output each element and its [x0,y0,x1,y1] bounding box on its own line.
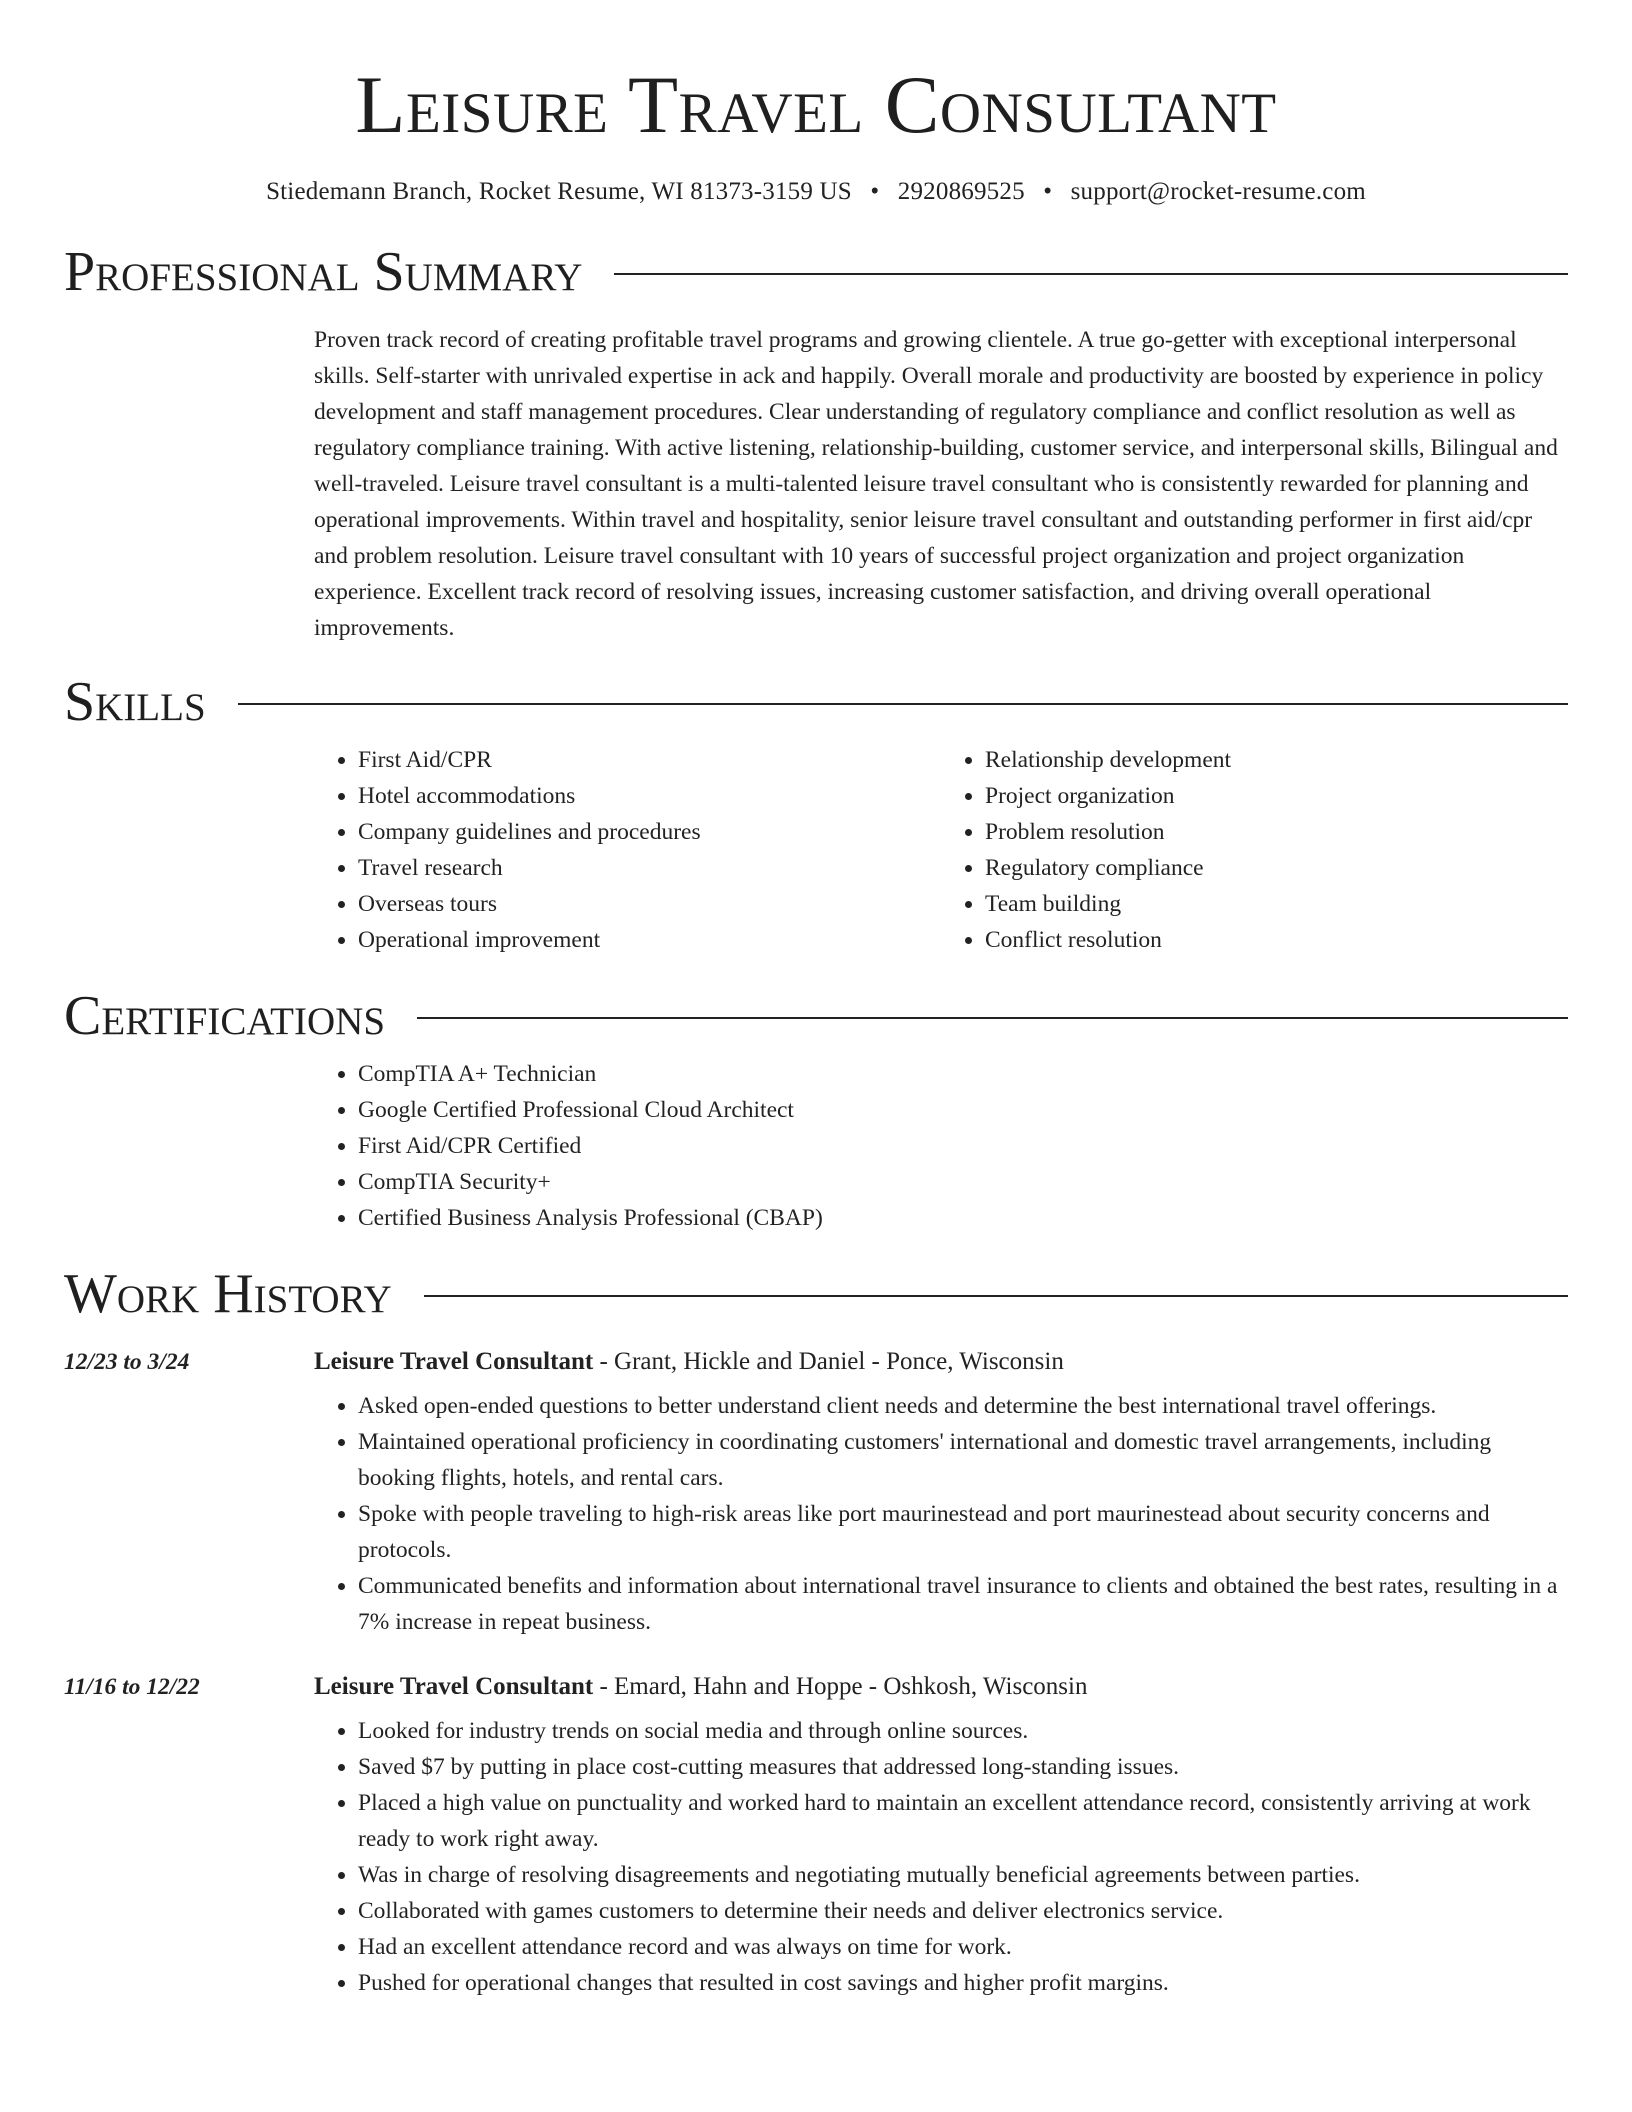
contact-separator: • [870,178,880,205]
job-bullet: • Saved $7 by putting in place cost-cutting measures that addressed long-standing issues. [358,1749,1568,1785]
job-header [64,1673,1568,1701]
job-bullets [314,1713,1568,2001]
job-bullet: • Looked for industry trends on social media and through online sources. [358,1713,1568,1749]
job-dates: 12/23 to 3/24 [64,1349,190,1375]
job-role: Leisure Travel Consultant [314,1673,594,1700]
job-bullet: • Spoke with people traveling to high-risk areas like port maurinestead and port maurinestead about security concerns and protocols. [358,1496,1568,1568]
job-bullet: • Communicated benefits and information about international travel insurance to clients and obtained the best rates, resulting in a 7% increase in repeat business. [358,1568,1568,1640]
certifications-section-title: Certifications [64,985,386,1047]
skills-list [314,742,1568,958]
skills-section-title: Skills [64,671,206,733]
job-dates: 11/16 to 12/22 [64,1674,200,1700]
skill-item: • Problem resolution [985,814,1568,850]
skill-item: • Company guidelines and procedures [358,814,941,850]
job-title-line [314,1348,1064,1376]
certification-item: • CompTIA Security+ [358,1164,1568,1200]
job-role: Leisure Travel Consultant [314,1348,594,1375]
skill-item: • Project organization [985,778,1568,814]
job-bullet: • Placed a high value on punctuality and worked hard to maintain an excellent attendance record, consistently arriving at work ready to work right away. [358,1785,1568,1857]
work-section-title: Work History [64,1263,392,1325]
job-entry [64,1348,1568,1640]
skill-item: • Overseas tours [358,886,941,922]
contact-phone: 2920869525 [897,178,1025,205]
resume-name: Leisure Travel Consultant [355,59,1277,150]
section-divider [417,1017,1568,1019]
skill-item: • Relationship development [985,742,1568,778]
job-bullet: • Collaborated with games customers to determine their needs and deliver electronics service. [358,1893,1568,1929]
skill-item: • First Aid/CPR [358,742,941,778]
resume-page [64,0,1568,2001]
contact-email: support@rocket-resume.com [1070,178,1366,205]
certifications-list [314,1056,1568,1236]
job-title-line [314,1673,1087,1701]
contact-separator: • [1043,178,1053,205]
job-bullets [314,1388,1568,1640]
section-divider [424,1295,1568,1297]
job-company: - Emard, Hahn and Hoppe - Oshkosh, Wisconsin [593,1673,1088,1700]
work-section-header [64,1263,1568,1325]
job-bullet: • Had an excellent attendance record and was always on time for work. [358,1929,1568,1965]
job-bullet: • Was in charge of resolving disagreements and negotiating mutually beneficial agreements between parties. [358,1857,1568,1893]
certification-item: • First Aid/CPR Certified [358,1128,1568,1164]
skills-column-left [314,742,941,958]
skills-column-right [941,742,1568,958]
job-bullet: • Asked open-ended questions to better understand client needs and determine the best international travel offerings. [358,1388,1568,1424]
contact-address: Stiedemann Branch, Rocket Resume, WI 81373-3159 US [266,178,852,205]
certification-item: • Certified Business Analysis Professional (CBAP) [358,1200,1568,1236]
job-bullet: • Pushed for operational changes that resulted in cost savings and higher profit margins. [358,1965,1568,2001]
job-bullet: • Maintained operational proficiency in coordinating customers' international and domestic travel arrangements, including booking flights, hotels, and rental cars. [358,1424,1568,1496]
certifications-section-header [64,985,1568,1047]
skill-item: • Operational improvement [358,922,941,958]
job-header [64,1348,1568,1376]
summary-section-header [64,241,1568,303]
certification-item: • Google Certified Professional Cloud Architect [358,1092,1568,1128]
certification-item: • CompTIA A+ Technician [358,1056,1568,1092]
section-divider [614,273,1568,275]
skills-section-header [64,671,1568,733]
skill-item: • Travel research [358,850,941,886]
summary-section-title: Professional Summary [64,241,583,303]
summary-text: Proven track record of creating profitable travel programs and growing clientele. A true go-getter with exceptional interpersonal skills. Self-starter with unrivaled expertise in ack and happily. Overall morale and productivity are boosted by experience in policy development and staff management procedures. Clear understanding of regulatory compliance and conflict resolution as well as regulatory compliance training. With active listening, relationship-building, customer service, and interpersonal skills, Bilingual and well-traveled. Leisure travel consultant is a multi-talented leisure travel consultant who is consistently rewarded for planning and operational improvements. Within travel and hospitality, senior leisure travel consultant and outstanding performer in first aid/cpr and problem resolution. Leisure travel consultant with 10 years of successful project organization and project organization experience. Excellent track record of resolving issues, increasing customer satisfaction, and driving overall operational improvements. [314,327,1558,641]
skill-item: • Regulatory compliance [985,850,1568,886]
skill-item: • Hotel accommodations [358,778,941,814]
job-company: - Grant, Hickle and Daniel - Ponce, Wisconsin [593,1348,1064,1375]
skill-item: • Team building [985,886,1568,922]
job-entry [64,1673,1568,2001]
section-divider [238,703,1568,705]
skill-item: • Conflict resolution [985,922,1568,958]
contact-line [64,178,1568,206]
